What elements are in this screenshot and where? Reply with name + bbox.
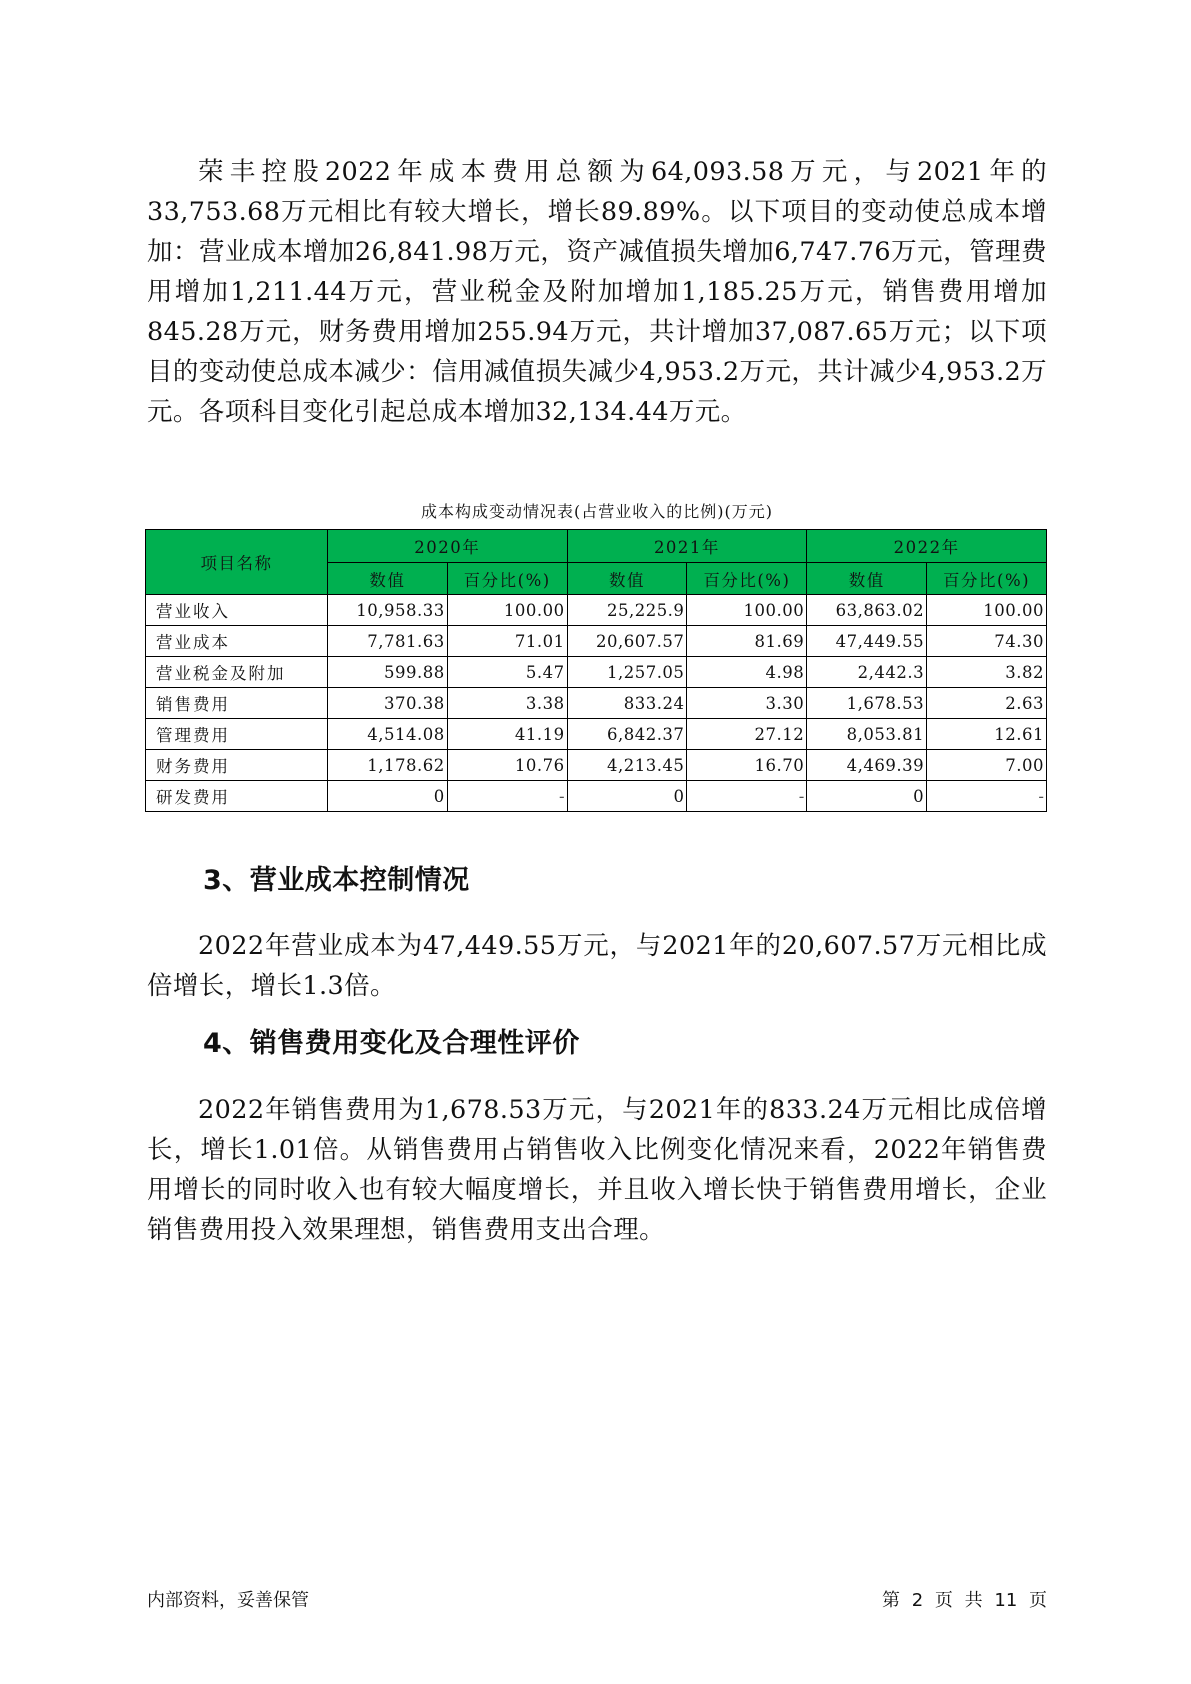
header-value: 数值	[327, 563, 447, 595]
row-item-name: 财务费用	[146, 750, 328, 781]
row-item-name: 营业税金及附加	[146, 657, 328, 688]
cell-percent: -	[687, 781, 807, 812]
cell-value: 20,607.57	[567, 626, 687, 657]
header-percent: 百分比(%)	[447, 563, 567, 595]
cell-value: 599.88	[327, 657, 447, 688]
cell-percent: 71.01	[447, 626, 567, 657]
cost-structure-table	[145, 529, 1047, 812]
cell-percent: 4.98	[687, 657, 807, 688]
table-row	[146, 719, 1047, 750]
cell-value: 4,213.45	[567, 750, 687, 781]
cell-percent: 12.61	[927, 719, 1047, 750]
cell-value: 47,449.55	[807, 626, 927, 657]
cell-percent: 5.47	[447, 657, 567, 688]
cell-value: 0	[567, 781, 687, 812]
cell-value: 4,469.39	[807, 750, 927, 781]
cell-percent: 100.00	[927, 595, 1047, 626]
cell-percent: 2.63	[927, 688, 1047, 719]
cell-percent: 10.76	[447, 750, 567, 781]
cell-value: 1,178.62	[327, 750, 447, 781]
cell-value: 1,257.05	[567, 657, 687, 688]
table-row	[146, 781, 1047, 812]
cell-value: 8,053.81	[807, 719, 927, 750]
table-header-row-years	[146, 530, 1047, 563]
cell-percent: 74.30	[927, 626, 1047, 657]
table-caption: 成本构成变动情况表(占营业收入的比例)(万元)	[421, 502, 773, 521]
table-row	[146, 657, 1047, 688]
header-percent: 百分比(%)	[687, 563, 807, 595]
table-row	[146, 688, 1047, 719]
cell-percent: 3.38	[447, 688, 567, 719]
table-body	[146, 595, 1047, 812]
section3-paragraph: 2022年营业成本为47,449.55万元，与2021年的20,607.57万元相比成倍增长，增长1.3倍。	[147, 931, 1047, 1001]
cell-percent: 7.00	[927, 750, 1047, 781]
section-heading-4: 4、销售费用变化及合理性评价	[203, 1028, 580, 1059]
cell-value: 7,781.63	[327, 626, 447, 657]
cell-percent: 81.69	[687, 626, 807, 657]
cell-value: 25,225.9	[567, 595, 687, 626]
footer-confidential-note: 内部资料，妥善保管	[147, 1590, 309, 1611]
cell-value: 833.24	[567, 688, 687, 719]
header-value: 数值	[807, 563, 927, 595]
cell-value: 1,678.53	[807, 688, 927, 719]
cell-value: 370.38	[327, 688, 447, 719]
cell-percent: 100.00	[687, 595, 807, 626]
cell-value: 2,442.3	[807, 657, 927, 688]
header-value: 数值	[567, 563, 687, 595]
section-heading-3: 3、营业成本控制情况	[203, 865, 470, 896]
cell-percent: 3.30	[687, 688, 807, 719]
row-item-name: 管理费用	[146, 719, 328, 750]
row-item-name: 销售费用	[146, 688, 328, 719]
cell-percent: -	[927, 781, 1047, 812]
row-item-name: 营业成本	[146, 626, 328, 657]
row-item-name: 研发费用	[146, 781, 328, 812]
footer-page-number: 第 2 页 共 11 页	[882, 1590, 1047, 1611]
section4-paragraph: 2022年销售费用为1,678.53万元，与2021年的833.24万元相比成倍增长，增长1.01倍。从销售费用占销售收入比例变化情况来看，2022年销售费用增长的同时收入也有较大幅度增长，并且收入增长快于销售费用增长，企业销售费用投入效果理想，销售费用支出合理。	[147, 1095, 1047, 1245]
cell-percent: 27.12	[687, 719, 807, 750]
header-percent: 百分比(%)	[927, 563, 1047, 595]
header-item-name: 项目名称	[146, 530, 328, 595]
cell-percent: 3.82	[927, 657, 1047, 688]
cell-value: 0	[327, 781, 447, 812]
cell-percent: 41.19	[447, 719, 567, 750]
cell-percent: 16.70	[687, 750, 807, 781]
cell-percent: -	[447, 781, 567, 812]
table-row	[146, 595, 1047, 626]
table-row	[146, 750, 1047, 781]
cell-value: 4,514.08	[327, 719, 447, 750]
cell-value: 0	[807, 781, 927, 812]
cell-value: 10,958.33	[327, 595, 447, 626]
header-year-2022: 2022年	[807, 530, 1047, 563]
cell-value: 6,842.37	[567, 719, 687, 750]
row-item-name: 营业收入	[146, 595, 328, 626]
cell-percent: 100.00	[447, 595, 567, 626]
header-year-2020: 2020年	[327, 530, 567, 563]
header-year-2021: 2021年	[567, 530, 807, 563]
table-row	[146, 626, 1047, 657]
cell-value: 63,863.02	[807, 595, 927, 626]
intro-paragraph: 荣丰控股2022年成本费用总额为64,093.58万元，与2021年的33,753.68万元相比有较大增长，增长89.89%。以下项目的变动使总成本增加：营业成本增加26,841.98万元，资产减值损失增加6,747.76万元，管理费用增加1,211.44万元，营业税金及附加增加1,185.25万元，销售费用增加845.28万元，财务费用增加255.94万元，共计增加37,087.65万元；以下项目的变动使总成本减少：信用减值损失减少4,953.2万元，共计减少4,953.2万元。各项科目变化引起总成本增加32,134.44万元。	[147, 157, 1047, 427]
